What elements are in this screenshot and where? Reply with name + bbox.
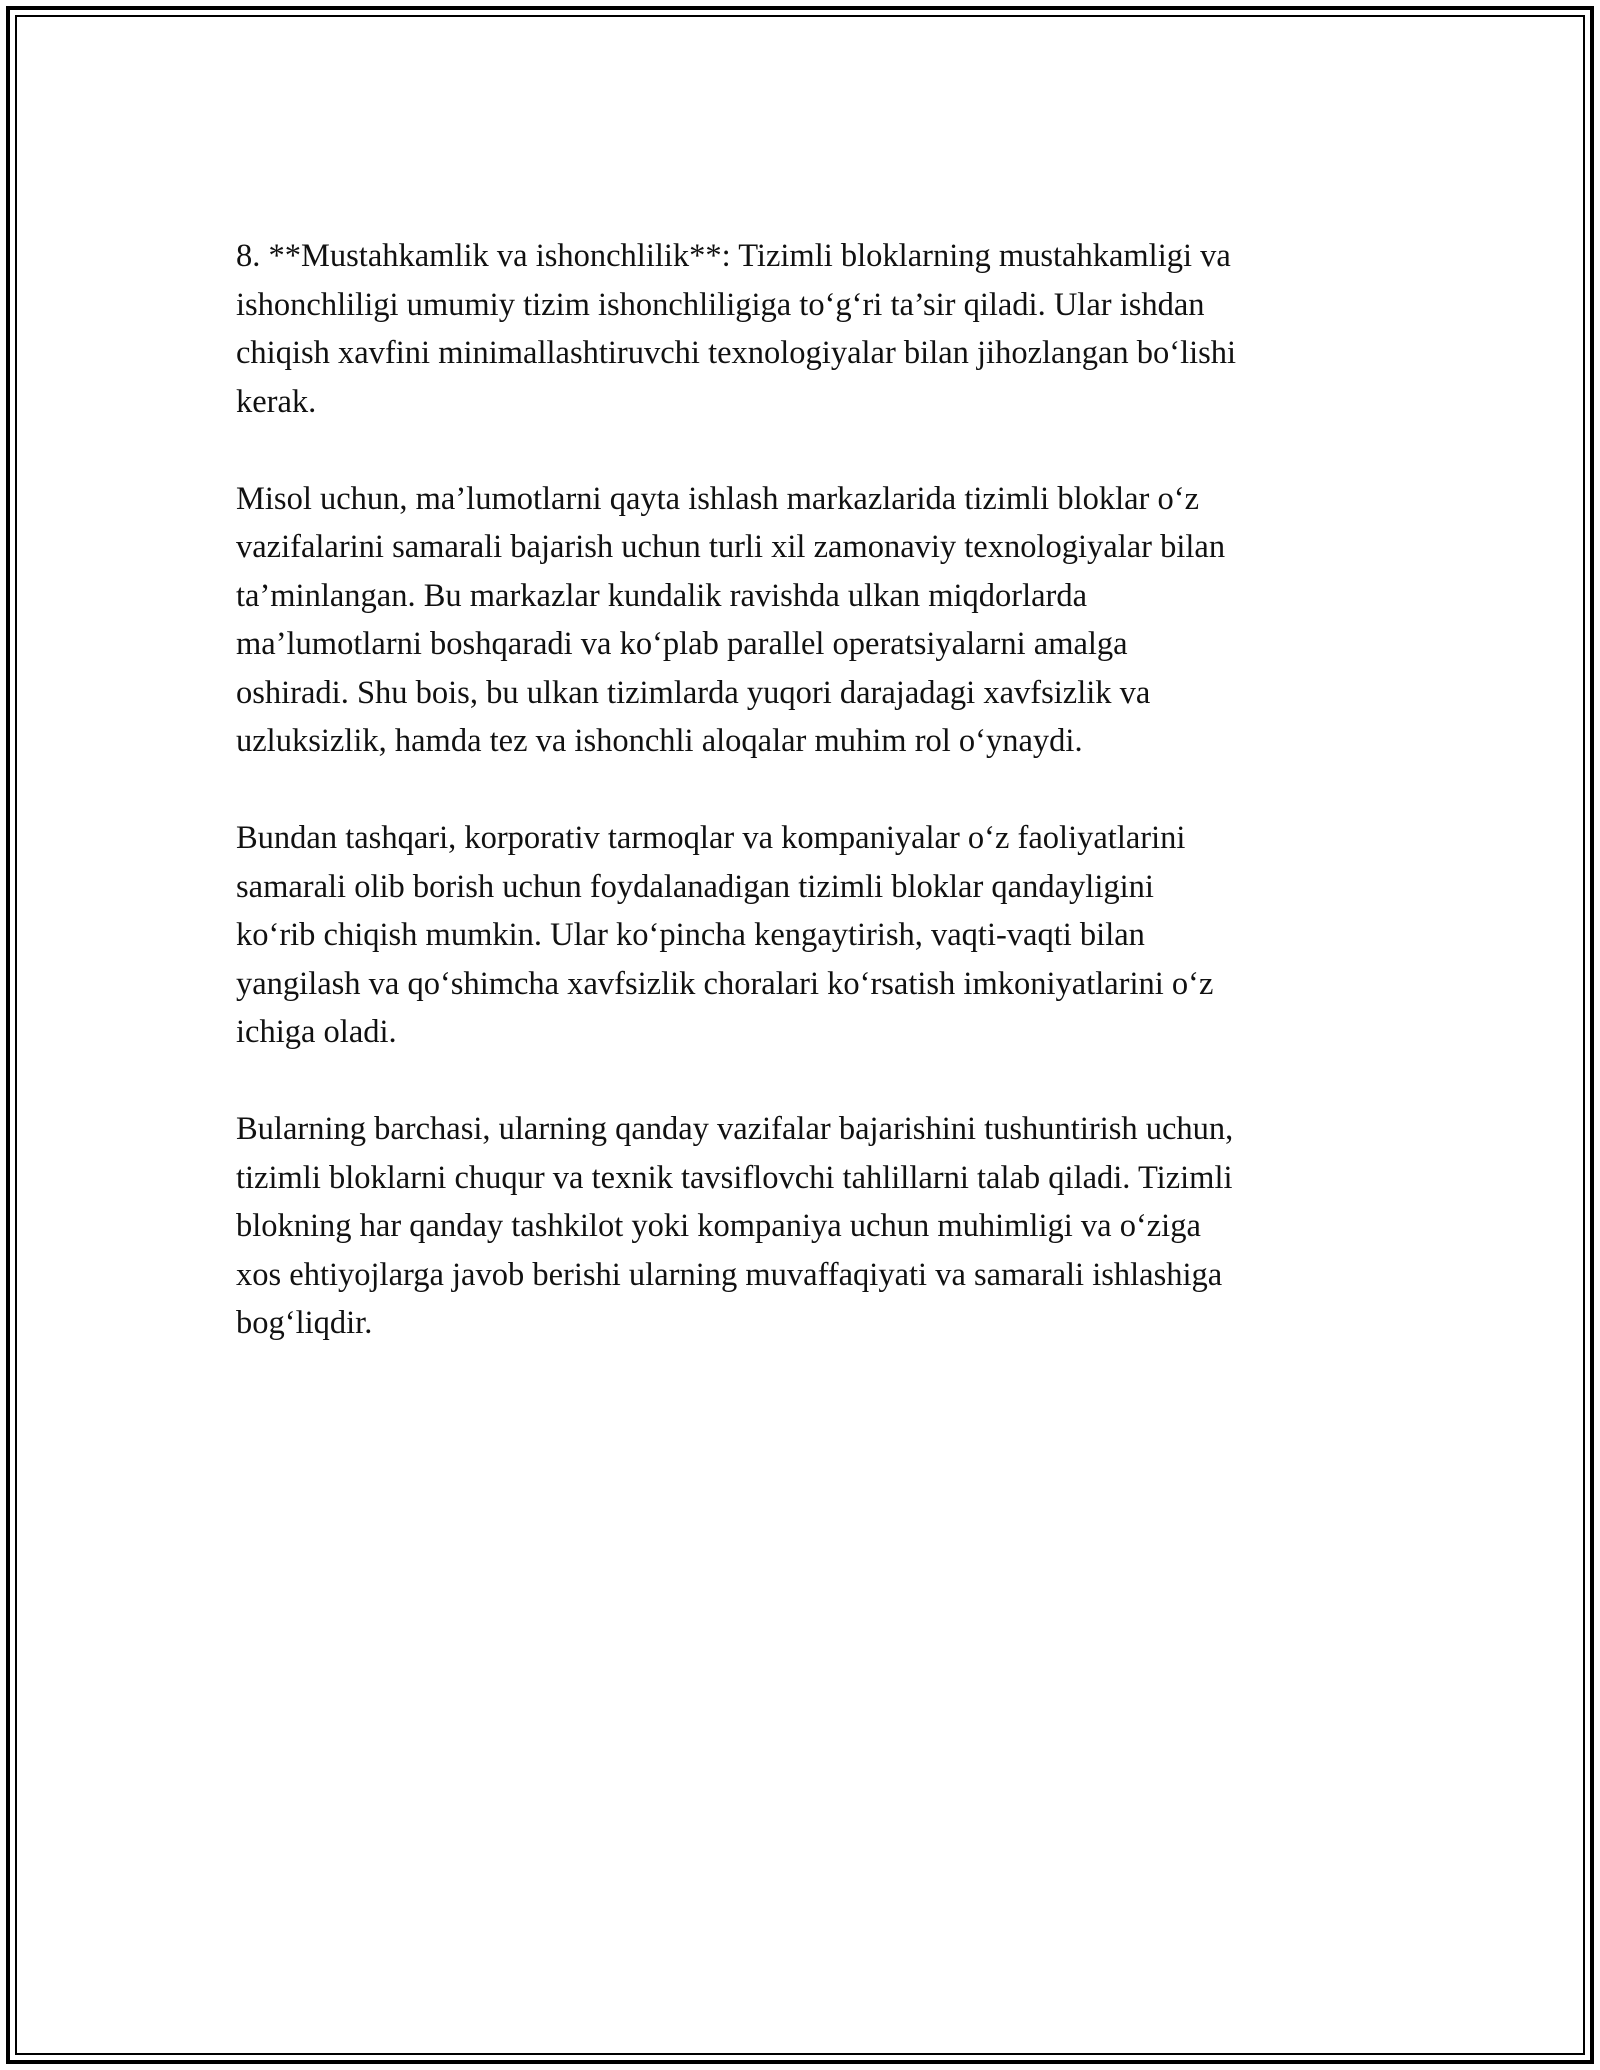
- document-body: [236, 232, 1376, 1396]
- paragraph-reliability: 8. **Mustahkamlik va ishonchlilik**: Tizimli bloklarning mustahkamligi va ishonchliligi umumiy tizim ishonchliligiga to‘g‘ri ta’sir qiladi. Ular ishdan chiqish xavfini minimallashtiruvchi texnologiyalar bilan jihozlangan bo‘lishi kerak.: [236, 238, 1237, 420]
- paragraph-conclusion: Bularning barchasi, ularning qanday vazifalar bajarishini tushuntirish uchun, tizimli bloklarni chuqur va texnik tavsiflovchi tahlillarni talab qiladi. Tizimli blokning har qanday tashkilot yoki kompaniya uchun muhimligi va o‘ziga xos ehtiyojlarga javob berishi ularning muvaffaqiyati va samarali ishlashiga bog‘liqdir.: [236, 1111, 1234, 1341]
- paragraph-data-centers: Misol uchun, ma’lumotlarni qayta ishlash markazlarida tizimli bloklar o‘z vazifalarini samarali bajarish uchun turli xil zamonaviy texnologiyalar bilan ta’minlangan. Bu markazlar kundalik ravishda ulkan miqdorlarda ma’lumotlarni boshqaradi va ko‘plab parallel operatsiyalarni amalga oshiradi. Shu bois, bu ulkan tizimlarda yuqori darajadagi xavfsizlik va uzluksizlik, hamda tez va ishonchli aloqalar muhim rol o‘ynaydi.: [236, 480, 1226, 759]
- paragraph-corporate-networks: Bundan tashqari, korporativ tarmoqlar va kompaniyalar o‘z faoliyatlarini samarali olib borish uchun foydalanadigan tizimli bloklar qandayligini ko‘rib chiqish mumkin. Ular ko‘pincha kengaytirish, vaqti-vaqti bilan yangilash va qo‘shimcha xavfsizlik choralari ko‘rsatish imkoniyatlarini o‘z ichiga oladi.: [236, 820, 1214, 1050]
